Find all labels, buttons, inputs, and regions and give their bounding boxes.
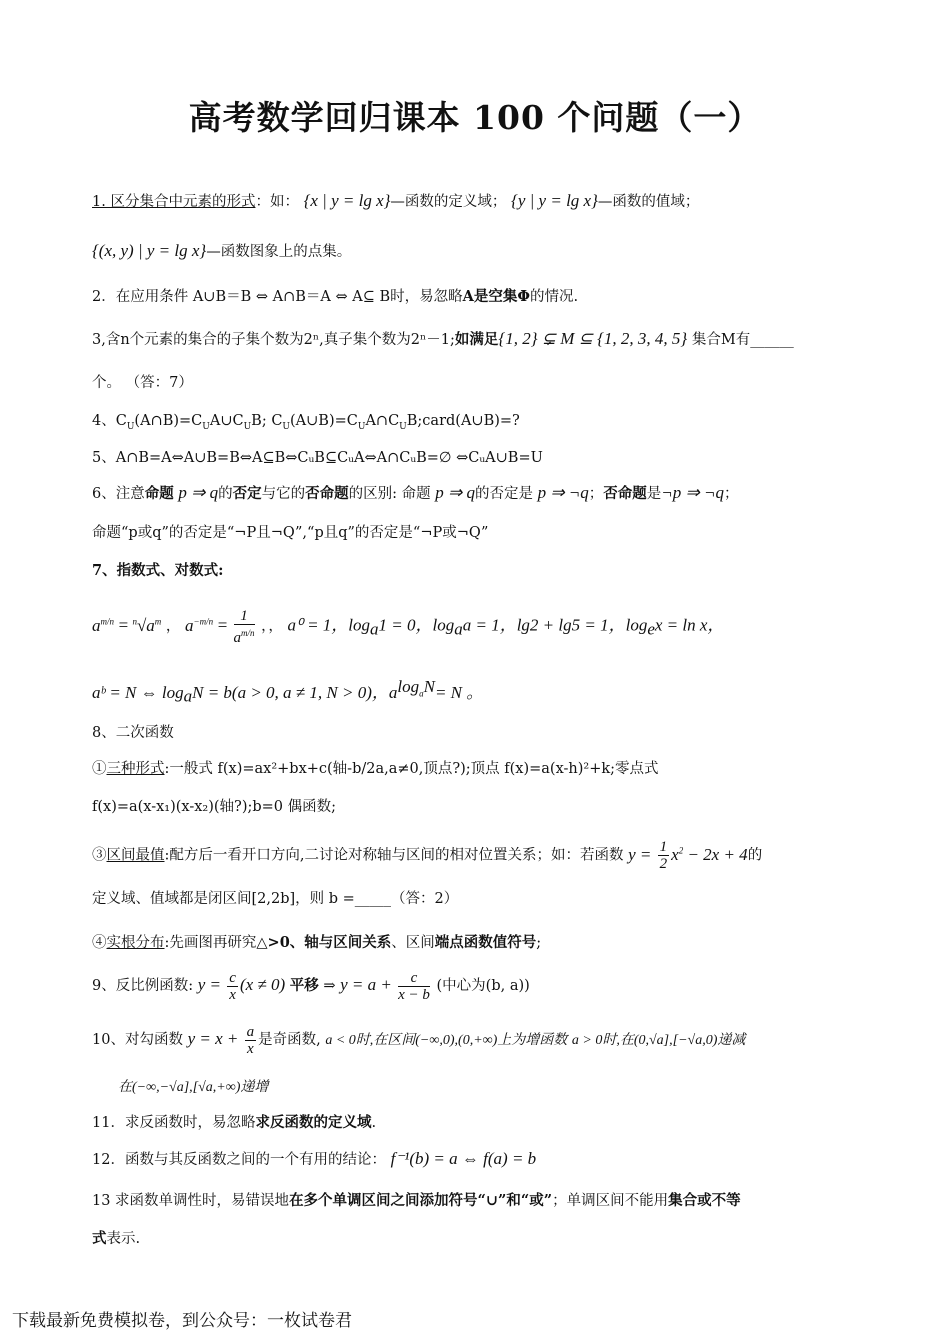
item-13-text: 13 求函数单调性时，易错误地: [92, 1193, 290, 1209]
item-3-text: 集合M有______: [691, 332, 794, 348]
item-5: 5、A∩B=A⇔A∪B=B⇔A⊆B⇔CᵤB⊆CᵤA⇔A∩CᵤB=∅ ⇔CᵤA∪B=U: [92, 450, 543, 466]
item-4-text: 4、C: [92, 413, 127, 429]
item-4-text: (A∪B)=C: [290, 413, 358, 429]
item-4-text: A∪C: [209, 413, 244, 429]
item-8-4-bold: △>0、轴与区间关系: [256, 934, 392, 951]
item-8-4: [92, 932, 882, 954]
item-8-1-text: :一般式 f(x)=ax²+bx+c(轴-b/2a,a≠0,顶点?);顶点 f(x)=a(x-h)²+k;零点式: [164, 761, 659, 777]
item-6-bold: 否定: [232, 485, 262, 502]
hook-function: y = x + $\frac{a}{x}$: [187, 1023, 255, 1057]
item-9-text: 9、反比例函数:: [92, 978, 194, 994]
item-3-text: 3,含n个元素的集合的子集个数为2ⁿ,真子集个数为2ⁿ－1;: [92, 332, 455, 348]
item-6-text: 是: [646, 486, 662, 502]
item-2-text: 的情况.: [530, 289, 579, 305]
item-9: 9、反比例函数: y = $\frac{c}{x}$ (x ≠ 0) 平移 ⇒ y = a + $\frac{c}{x - b}$ (中心为(b, a)): [92, 969, 530, 1003]
set-domain-notation: {x | y = lg x}: [303, 191, 391, 210]
circled-number: ④: [92, 935, 107, 951]
item-6-cont: 命题“p或q”的否定是“¬P且¬Q”,“p且q”的否定是“¬P或¬Q”: [92, 525, 489, 541]
subscript-u: U: [399, 421, 407, 432]
item-3-cont: 个。 （答：7）: [92, 375, 193, 391]
item-6-math: p ⇒ ¬q: [537, 483, 589, 502]
item-3-bold: 如满足: [454, 331, 499, 348]
log-definition: aᵇ = N ⇔ log: [92, 682, 184, 702]
negative-exponent: $a^{-m/n}$: [185, 615, 214, 635]
item-2: [92, 286, 882, 308]
item-2-text: 2．在应用条件 A∪B＝B ⇔ A∩B＝A ⇔ A⊆ B时，易忽略: [92, 289, 463, 305]
item-6-bold: 命题: [144, 485, 174, 502]
item-4-text: (A∩B)=C: [134, 413, 203, 429]
inverse-proportion: y = $\frac{c}{x}$ (x ≠ 0): [197, 969, 286, 1003]
item-10-math: a > 0时,在(0,√a],[−√a,0)递减: [571, 1033, 746, 1048]
item-10-text: 10、对勾函数: [92, 1032, 183, 1048]
item-8-3-text: :配方后一看开口方向,二讨论对称轴与区间的相对位置关系；如：若函数: [164, 847, 624, 864]
item-12-text: 12．函数与其反函数之间的一个有用的结论：: [92, 1152, 386, 1168]
item-11-bold: 求反函数的定义域: [255, 1114, 372, 1131]
item-13: [92, 1190, 882, 1212]
item-6-text: 与它的: [261, 486, 306, 502]
log-formulas: a⁰ = 1，log: [287, 615, 371, 635]
item-11-text: .: [371, 1115, 377, 1131]
subscript-u: U: [126, 421, 135, 432]
item-10-cont: [118, 1076, 908, 1099]
set-points-notation: {(x, y) | y = lg x}: [92, 241, 207, 260]
item-3: [92, 328, 882, 351]
item-6-text: 的区别: 命题: [348, 486, 431, 502]
item-13-cont: [92, 1228, 882, 1250]
item-4-text: A∩C: [365, 413, 400, 429]
item-13-text: 表示.: [106, 1231, 141, 1247]
footer-note: 下载最新免费模拟卷，到公众号：一枚试卷君: [12, 1311, 352, 1331]
item-6-bold: 否命题: [603, 485, 647, 502]
subscript-u: U: [357, 421, 366, 432]
set-range-notation: {y | y = lg x}: [511, 191, 598, 210]
item-8-heading: 8、二次函数: [92, 725, 174, 741]
item-12-math: f⁻¹(b) = a ⇔ f(a) = b: [390, 1149, 537, 1168]
item-6-text: ；: [723, 486, 739, 502]
item-6-math: ¬p ⇒ ¬q: [661, 483, 724, 502]
item-2-bold: A是空集Φ: [462, 288, 531, 305]
item-6: [92, 482, 882, 505]
log-definition: = N 。: [434, 682, 484, 702]
circled-number: ③: [92, 847, 107, 864]
item-1-text: ：如：: [255, 194, 299, 210]
item-6-math: p ⇒ q: [435, 483, 475, 502]
equals-sign: =: [217, 615, 232, 635]
item-13-bold: 式: [92, 1230, 107, 1247]
item-8-4-text: :先画图再研究: [164, 935, 257, 951]
item-10-math: 在(−∞,−√a],[√a,+∞)递增: [118, 1080, 269, 1095]
item-11-text: 11．求反函数时，易忽略: [92, 1115, 256, 1131]
item-6-text: ；: [588, 486, 604, 502]
circled-number: ①: [92, 761, 107, 777]
item-11: [92, 1112, 882, 1134]
item-8-1: [92, 758, 882, 780]
item-1-heading: 1. 区分集合中元素的形式: [92, 194, 256, 210]
item-1-text: —函数的值域；: [597, 194, 700, 210]
item-8-1-cont: f(x)=a(x-x₁)(x-x₂)(轴?);b=0 偶函数;: [92, 799, 337, 815]
item-9-text: (中心为(b, a)): [436, 978, 530, 994]
log-formulas: a = 1，lg2 + lg5 = 1，log: [462, 615, 648, 635]
item-10-math: a < 0时,在区间(−∞,0),(0,+∞)上为增函数: [325, 1033, 568, 1048]
item-7-heading: 7、指数式、对数式:: [92, 562, 224, 579]
log-formulas: x = ln x，: [654, 615, 725, 635]
item-1-text: —函数图象上的点集。: [206, 244, 352, 260]
item-9-bold: 平移: [289, 977, 319, 994]
item-1-text: —函数的定义域；: [390, 194, 507, 210]
item-4-text: B; C: [251, 413, 283, 429]
item-6-math: p ⇒ q: [178, 483, 219, 502]
item-8-4-text: 、区间: [391, 935, 435, 951]
item-8-4-text: ;: [536, 935, 542, 951]
item-8-1-heading: 三种形式: [106, 761, 165, 777]
item-6-text: 的: [218, 486, 233, 502]
item-7-formulas: $a^{m/n} = ^n√a^m$ ， $a^{-m/n}$ = $\frac{1}{a^{m/n}}$ ，， a⁰ = 1，$\log_a1 = 0$，$\log_aa = 1$，lg2 + lg5 = 1，$\log_ex = \ln x$，: [92, 607, 725, 646]
item-6-text: 6、注意: [92, 486, 145, 502]
item-8-3-heading: 区间最值: [106, 847, 165, 864]
subscript-u: U: [202, 421, 210, 432]
item-8-4-heading: 实根分布: [106, 935, 165, 951]
page-title: 高考数学回归课本 100 个问题（一）: [188, 98, 762, 137]
log-formulas: 1 = 0，log: [378, 615, 455, 635]
exponent-formula: $a^{m/n}$: [92, 615, 114, 635]
log-definition: N = b(a > 0, a ≠ 1, N > 0)，a: [192, 682, 398, 702]
item-6-text: 的否定是: [474, 486, 533, 502]
item-13-text: ；单调区间不能用: [552, 1193, 669, 1209]
item-8-4-bold: 端点函数值符号: [434, 934, 537, 951]
item-3-math: {1, 2} ⊊ M ⊆ {1, 2, 3, 4, 5}: [498, 329, 688, 348]
reciprocal-fraction: $\frac{1}{a^{m/n}}$: [233, 607, 255, 646]
item-8-3-cont: 定义域、值域都是闭区间[2,2b]，则 b =_____（答：2）: [92, 891, 459, 907]
item-7-log-def: aᵇ = N ⇔ $\log_aN = b(a > 0$, a ≠ 1, N > 0)，$a^{log_aN}= N$ 。: [92, 677, 484, 706]
translated-function: y = a + $\frac{c}{x - b}$: [340, 969, 430, 1003]
radical-formula: $^n√a^m$: [132, 615, 162, 635]
item-10: [92, 1020, 882, 1060]
equals-sign: =: [118, 615, 133, 635]
item-13-bold: 集合或不等: [668, 1192, 741, 1209]
item-13-bold: 在多个单调区间之间添加符号“∪”和“或”: [289, 1192, 553, 1209]
item-4: [92, 410, 882, 438]
item-1-cont: [92, 240, 882, 263]
item-10-text: 是奇函数,: [258, 1032, 321, 1048]
subscript-u: U: [282, 421, 291, 432]
item-6-bold: 否命题: [305, 485, 349, 502]
item-1: [92, 190, 882, 213]
item-12: [92, 1148, 882, 1171]
item-8-3-text: 的: [747, 847, 763, 864]
quadratic-function: y = $\frac{1}{2}$ $x^2 - 2x + 4$: [628, 839, 748, 873]
subscript-u: U: [243, 421, 252, 432]
item-8-3: [92, 830, 882, 876]
item-4-text: B;card(A∪B)=?: [406, 413, 520, 429]
